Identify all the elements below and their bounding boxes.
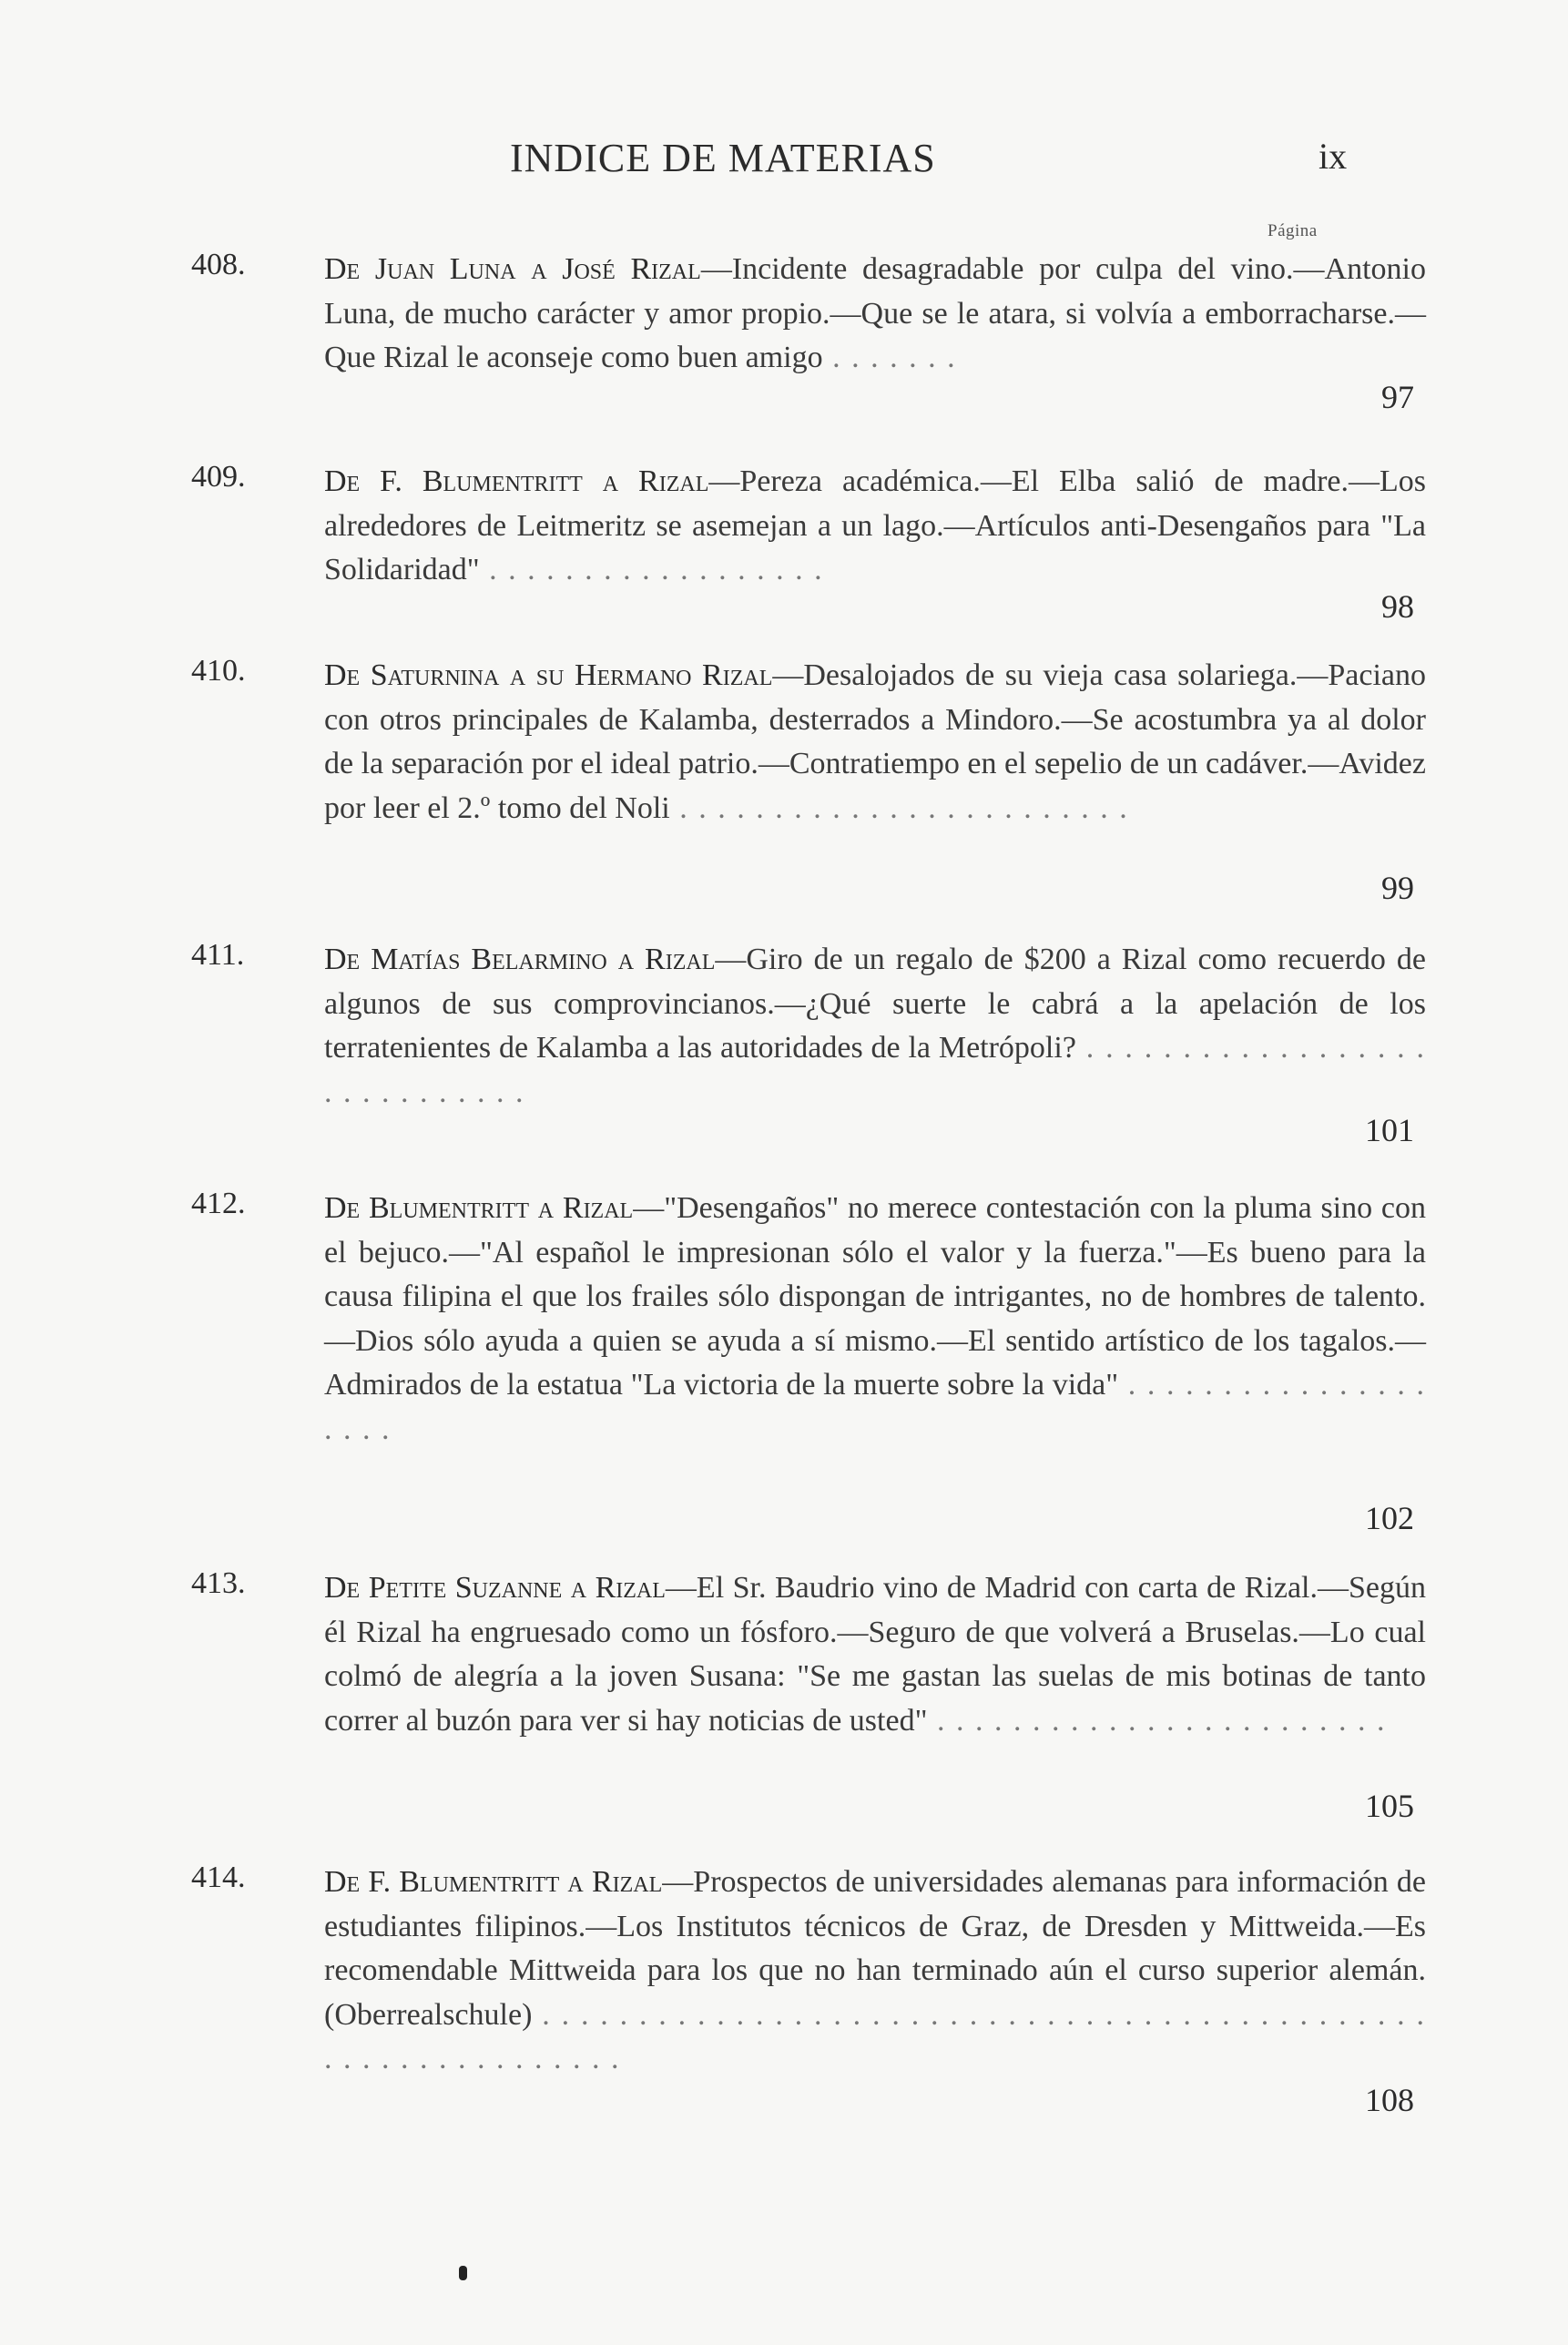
entry-page-number: 108	[1365, 2082, 1414, 2118]
entry-description: —Pereza académica.—El Elba salió de madre.—Los alrededores de Leitmeritz se asemejan a un lago.—Artículos anti-Desengaños para "La Solidaridad"	[324, 464, 1426, 587]
page-column-label: Página	[1268, 221, 1318, 240]
entry-heading: De F. Blumentritt a Rizal	[324, 1865, 663, 1899]
entry-number: 413.	[191, 1566, 246, 1600]
entry-text	[324, 938, 1426, 1115]
entry-heading: De Blumentritt a Rizal	[324, 1191, 634, 1225]
entry-heading: De Petite Suzanne a Rizal	[324, 1571, 666, 1605]
entry-number: 410.	[191, 654, 246, 688]
entry-heading: De Matías Belarmino a Rizal	[324, 943, 716, 976]
entry-number: 408.	[191, 248, 246, 281]
entry-description: —Giro de un regalo de $200 a Rizal como recuerdo de algunos de sus comprovincianos.—¿Qué suerte le cabrá a la apelación de los terratenientes de Kalamba a las autoridades de la Metrópoli?	[324, 943, 1427, 1065]
entry-text	[324, 460, 1426, 593]
entry-text	[324, 1566, 1426, 1743]
entry-description: —El Sr. Baudrio vino de Madrid con carta de Rizal.—Según él Rizal ha engruesado como un fósforo.—Seguro de que volverá a Bruselas.—Lo cual colmó de alegría a la joven Susana: "Se me gastan las suelas de mis botinas de tanto correr al buzón para ver si hay noticias de usted"	[324, 1571, 1427, 1738]
entry-number: 414.	[191, 1861, 246, 1894]
entry-page-number: 102	[1365, 1500, 1414, 1536]
entry-page-number: 97	[1381, 379, 1414, 415]
entry-text	[324, 248, 1426, 381]
entry-heading: De Saturnina a su Hermano Rizal	[324, 658, 773, 692]
entry-heading: De Juan Luna a José Rizal	[324, 252, 701, 286]
entry-number: 411.	[191, 938, 245, 972]
entry-page-number: 105	[1365, 1788, 1414, 1824]
entry-description: —"Desengaños" no merece contestación con la pluma sino con el bejuco.—"Al español le impresionan sólo el valor y la fuerza."—Es bueno para la causa filipina el que los frailes sólo dispongan de intrigantes, no de hombres de talento.—Dios sólo ayuda a quien se ayuda a sí mismo.—El sentido artístico de los tagalos.—Admirados de la estatua "La victoria de la muerte sobre la vida"	[324, 1191, 1426, 1402]
dot-leader: . . . . . . . . . . . . . . . . . . . . . . . .	[669, 790, 1129, 825]
entry-description: —Prospectos de universidades alemanas para información de estudiantes filipinos.—Los Institutos técnicos de Graz, de Dresden y Mittweida.—Es recomendable Mittweida para los que no han terminado aún el curso superior alemán. (Oberrealschule)	[324, 1865, 1426, 2032]
dot-leader: . . . . . . .	[822, 341, 957, 375]
page-folio: ix	[1319, 136, 1348, 177]
entry-number: 412.	[191, 1187, 246, 1220]
entry-page-number: 98	[1381, 588, 1414, 625]
entry-text	[324, 1187, 1426, 1453]
dot-leader: . . . . . . . . . . . . . . . . . . . .	[324, 1368, 1427, 1446]
running-title: INDICE DE MATERIAS	[510, 136, 936, 180]
entry-page-number: 99	[1381, 870, 1414, 906]
ink-mark	[459, 2266, 467, 2280]
entry-description: —Desalojados de su vieja casa solariega.—Paciano con otros principales de Kalamba, desterrados a Mindoro.—Se acostumbra ya al dolor de la separación por el ideal patrio.—Contratiempo en el sepelio de un cadáver.—Avidez por leer el 2.º tomo del Noli	[324, 658, 1426, 825]
entry-text	[324, 654, 1426, 831]
entry-description: —Incidente desagradable por culpa del vino.—Antonio Luna, de mucho carácter y amor propio.—Que se le atara, si volvía a emborracharse.—Que Rizal le aconseje como buen amigo	[324, 252, 1427, 375]
dot-leader: . . . . . . . . . . . . . . . . . .	[479, 553, 824, 587]
entry-page-number: 101	[1365, 1112, 1414, 1148]
entry-number: 409.	[191, 460, 246, 494]
dot-leader: . . . . . . . . . . . . . . . . . . . . . . . . . . . . .	[324, 1031, 1427, 1109]
entry-heading: De F. Blumentritt a Rizal	[324, 464, 709, 498]
dot-leader: . . . . . . . . . . . . . . . . . . . . . . . . . . . . . . . . . . . . . . . . . . . . . . . . . . . . . . . . . . . . . .	[324, 1997, 1426, 2076]
entry-text	[324, 1861, 1426, 2082]
dot-leader: . . . . . . . . . . . . . . . . . . . . . . . .	[927, 1703, 1387, 1738]
